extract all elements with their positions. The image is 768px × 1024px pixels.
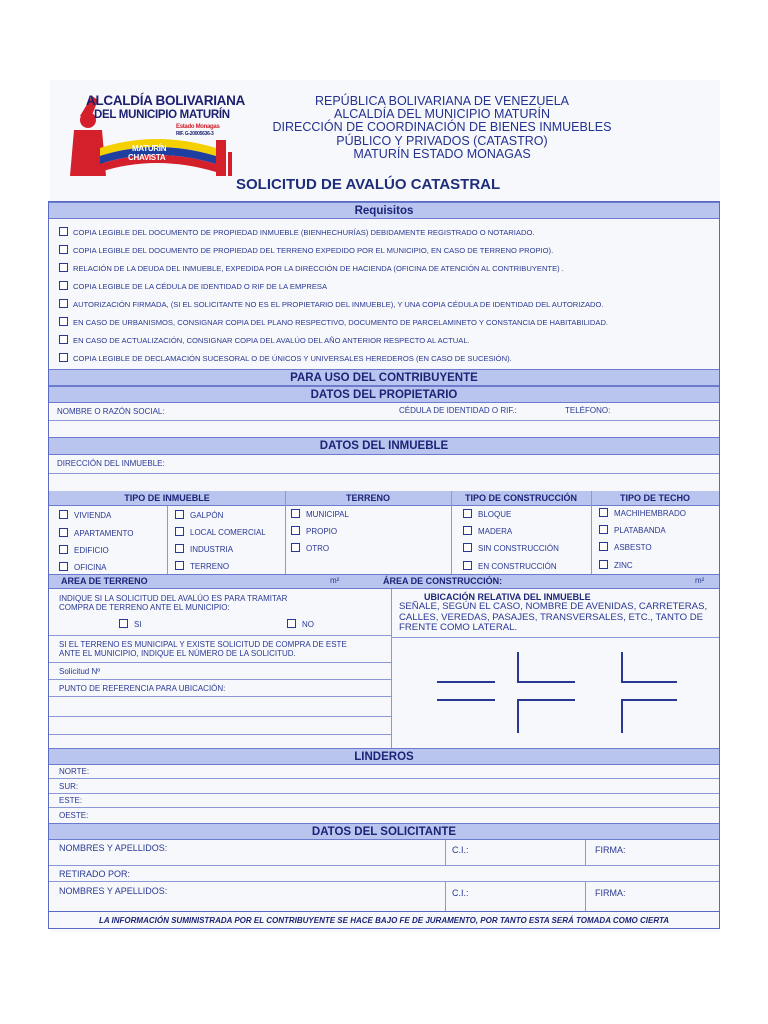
option-madera[interactable] xyxy=(463,526,512,536)
logo-line3: Estado Monagas xyxy=(176,124,220,130)
field-line[interactable] xyxy=(49,778,719,779)
grid-line xyxy=(451,491,452,574)
area-terreno-label: AREA DE TERRENO xyxy=(61,576,148,586)
requisito-label: COPIA LEGIBLE DEL DOCUMENTO DE PROPIEDAD DEL TERRENO EXPEDIDO POR EL MUNICIPIO, EN CASO DE TERRENO PROPIO). xyxy=(73,246,554,255)
retirado-label: RETIRADO POR: xyxy=(59,869,131,879)
requisito-item xyxy=(59,317,608,327)
requisito-label: COPIA LEGIBLE DE DECLAMACIÓN SUCESORAL O DE ÚNICOS Y UNIVERSALES HEREDEROS (EN CASO DE SUCESIÓN). xyxy=(73,354,512,363)
option-checkbox[interactable] xyxy=(599,542,608,551)
option-local-comercial[interactable] xyxy=(175,527,266,537)
footer-declaration: LA INFORMACIÓN SUMINISTRADA POR EL CONTRIBUYENTE SE HACE BAJO FE DE JURAMENTO, POR TANTO ESTA SERÁ TOMADA COMO CIERTA xyxy=(98,916,670,925)
option-municipal[interactable] xyxy=(291,509,349,519)
option-checkbox[interactable] xyxy=(599,508,608,517)
requisito-item xyxy=(59,281,327,291)
option-checkbox[interactable] xyxy=(59,545,68,554)
field-line[interactable] xyxy=(49,734,391,735)
form-frame xyxy=(48,201,720,929)
logo-line1: ALCALDÍA BOLIVARIANA xyxy=(86,93,245,108)
lindero-oeste: OESTE: xyxy=(59,811,89,820)
header-line: DIRECCIÓN DE COORDINACIÓN DE BIENES INMUEBLES xyxy=(272,120,612,135)
direccion-label: DIRECCIÓN DEL INMUEBLE: xyxy=(57,459,165,468)
option-label: SI xyxy=(134,620,142,629)
header-line: MATURÍN ESTADO MONAGAS xyxy=(353,146,531,161)
lindero-norte: NORTE: xyxy=(59,767,90,776)
requisito-checkbox[interactable] xyxy=(59,317,68,326)
m2-unit: m² xyxy=(330,576,340,585)
area-construccion-label: ÁREA DE CONSTRUCCIÓN: xyxy=(383,576,503,586)
field-line[interactable] xyxy=(49,420,719,421)
option-no[interactable] xyxy=(287,619,314,629)
option-asbesto[interactable] xyxy=(599,542,652,552)
requisito-item xyxy=(59,263,564,273)
option-checkbox[interactable] xyxy=(291,543,300,552)
grid-line xyxy=(49,865,719,866)
si-terreno-label: SI EL TERRENO ES MUNICIPAL Y EXISTE SOLICITUD DE COMPRA DE ESTE ANTE EL MUNICIPIO, INDIQUE EL NÚMERO DE LA SOLICITUD. xyxy=(59,640,347,658)
field-line[interactable] xyxy=(49,716,391,717)
requisito-label: EN CASO DE ACTUALIZACIÓN, CONSIGNAR COPIA DEL AVALÚO DEL AÑO ANTERIOR RESPECTO AL ACTUAL. xyxy=(73,336,470,345)
option-otro[interactable] xyxy=(291,543,329,553)
requisito-label: EN CASO DE URBANISMOS, CONSIGNAR COPIA DEL PLANO RESPECTIVO, DOCUMENTO DE PARCELAMINETO Y CONSTANCIA DE HABITABILIDAD. xyxy=(73,318,609,327)
requisito-checkbox[interactable] xyxy=(59,227,68,236)
ci-label-2: C.I.: xyxy=(452,888,469,898)
techo-header: TIPO DE TECHO xyxy=(591,491,719,506)
option-checkbox[interactable] xyxy=(463,509,472,518)
grid-line xyxy=(591,491,592,574)
option-label: EN CONSTRUCCIÓN xyxy=(478,562,557,571)
requisito-checkbox[interactable] xyxy=(59,263,68,272)
requisito-item xyxy=(59,299,604,309)
linderos-header: LINDEROS xyxy=(49,748,719,765)
lindero-este: ESTE: xyxy=(59,796,83,805)
grid-line xyxy=(49,911,719,912)
nombre-label: NOMBRE O RAZÓN SOCIAL: xyxy=(57,407,165,416)
grid-line xyxy=(167,506,168,574)
requisito-item xyxy=(59,245,553,255)
header-line: PÚBLICO Y PRIVADOS (CATASTRO) xyxy=(336,133,548,148)
requisito-label: AUTORIZACIÓN FIRMADA, (SI EL SOLICITANTE NO ES EL PROPIETARIO DEL INMUEBLE), Y UNA COPIA CÉDULA DE IDENTIDAD DEL AUTORIZADO. xyxy=(73,300,604,309)
option-label: PROPIO xyxy=(306,527,338,536)
solicitante-header: DATOS DEL SOLICITANTE xyxy=(49,823,719,840)
institution-header xyxy=(232,95,652,161)
ubicacion-text: SEÑALE, SEGÚN EL CASO, NOMBRE DE AVENIDAS, CARRETERAS, CALLES, VEREDAS, PASAJES, TRANSVERSALES, ETC., TANTO DE FRENTE COMO LATERAL. xyxy=(399,601,708,633)
option-label: TERRENO xyxy=(190,562,230,571)
option-label: MUNICIPAL xyxy=(306,510,349,519)
option-checkbox[interactable] xyxy=(175,510,184,519)
option-label: SIN CONSTRUCCIÓN xyxy=(478,544,559,553)
grid-line xyxy=(391,637,719,638)
indique-label: INDIQUE SI LA SOLICITUD DEL AVALÚO ES PARA TRAMITAR COMPRA DE TERRENO ANTE EL MUNICIPIO: xyxy=(59,594,288,612)
ubicacion-title: UBICACIÓN RELATIVA DEL INMUEBLE xyxy=(424,592,591,602)
ci-label: C.I.: xyxy=(452,845,469,855)
option-label: ZINC xyxy=(614,561,633,570)
document-title: SOLICITUD DE AVALÚO CATASTRAL xyxy=(236,176,501,193)
nombres-label-2: NOMBRES Y APELLIDOS: xyxy=(59,886,168,896)
option-checkbox[interactable] xyxy=(59,510,68,519)
option-label: ASBESTO xyxy=(614,543,652,552)
requisito-label: COPIA LEGIBLE DEL DOCUMENTO DE PROPIEDAD INMUEBLE (BIENHECHURÍAS) DEBIDAMENTE REGISTRADO O NOTARIADO. xyxy=(73,228,535,237)
option-checkbox[interactable] xyxy=(119,619,128,628)
option-label: OFICINA xyxy=(74,563,107,572)
grid-line xyxy=(49,635,391,636)
logo-line2: DEL MUNICIPIO MATURÍN xyxy=(94,109,230,121)
header-line: ALCALDÍA DEL MUNICIPIO MATURÍN xyxy=(333,107,550,122)
option-checkbox[interactable] xyxy=(599,560,608,569)
option-label: NO xyxy=(302,620,314,629)
tipo-inmueble-header: TIPO DE INMUEBLE xyxy=(49,491,285,506)
option-label: BLOQUE xyxy=(478,510,512,519)
grid-line xyxy=(445,881,446,911)
field-line[interactable] xyxy=(49,473,719,474)
option-label: MACHIHEMBRADO xyxy=(614,509,687,518)
option-machihembrado[interactable] xyxy=(599,508,686,518)
field-line[interactable] xyxy=(49,696,391,697)
field-line[interactable] xyxy=(49,793,719,794)
option-terreno[interactable] xyxy=(175,561,229,571)
firma-label: FIRMA: xyxy=(595,845,626,855)
firma-label-2: FIRMA: xyxy=(595,888,626,898)
terreno-header: TERRENO xyxy=(285,491,451,506)
option-checkbox[interactable] xyxy=(463,561,472,570)
cedula-label: CÉDULA DE IDENTIDAD O RIF.: xyxy=(399,406,517,415)
requisito-checkbox[interactable] xyxy=(59,353,68,362)
logo-line4: RIF. G-20005636-3 xyxy=(176,131,214,137)
option-label: EDIFICIO xyxy=(74,546,109,555)
grid-line xyxy=(585,881,586,911)
option-platabanda[interactable] xyxy=(599,525,666,535)
option-label: MADERA xyxy=(478,527,513,536)
contribuyente-header: PARA USO DEL CONTRIBUYENTE xyxy=(49,369,719,386)
field-line[interactable] xyxy=(49,679,391,680)
telefono-label: TELÉFONO: xyxy=(565,406,611,415)
option-checkbox[interactable] xyxy=(287,619,296,628)
option-label: OTRO xyxy=(306,544,330,553)
requisito-item xyxy=(59,353,512,363)
option-edificio[interactable] xyxy=(59,545,109,555)
option-label: LOCAL COMERCIAL xyxy=(190,528,266,537)
option-vivienda[interactable] xyxy=(59,510,111,520)
punto-label: PUNTO DE REFERENCIA PARA UBICACIÓN: xyxy=(59,684,226,693)
option-industria[interactable] xyxy=(175,544,233,554)
option-en-construccion[interactable] xyxy=(463,561,557,571)
requisito-label: COPIA LEGIBLE DE LA CÉDULA DE IDENTIDAD O RIF DE LA EMPRESA xyxy=(73,282,328,291)
grid-line xyxy=(285,491,286,574)
option-checkbox[interactable] xyxy=(175,561,184,570)
option-oficina[interactable] xyxy=(59,562,106,572)
solicitud-label: Solicitud Nº xyxy=(59,667,101,676)
alcaldia-logo xyxy=(66,90,246,186)
option-checkbox[interactable] xyxy=(463,543,472,552)
option-checkbox[interactable] xyxy=(291,526,300,535)
option-bloque[interactable] xyxy=(463,509,511,519)
grid-line xyxy=(391,589,392,752)
field-line[interactable] xyxy=(49,807,719,808)
option-checkbox[interactable] xyxy=(175,527,184,536)
construccion-header: TIPO DE CONSTRUCCIÓN xyxy=(451,491,591,506)
option-checkbox[interactable] xyxy=(59,562,68,571)
requisito-checkbox[interactable] xyxy=(59,299,68,308)
logo-badge1: MATURÍN xyxy=(132,144,167,153)
requisito-checkbox[interactable] xyxy=(59,245,68,254)
option-galpon[interactable] xyxy=(175,510,223,520)
requisitos-header: Requisitos xyxy=(49,202,719,219)
option-label: APARTAMENTO xyxy=(74,529,134,538)
m2-unit: m² xyxy=(695,576,705,585)
option-sin-construccion[interactable] xyxy=(463,543,559,553)
option-label: INDUSTRIA xyxy=(190,545,234,554)
option-propio[interactable] xyxy=(291,526,337,536)
option-checkbox[interactable] xyxy=(463,526,472,535)
option-checkbox[interactable] xyxy=(291,509,300,518)
option-si[interactable] xyxy=(119,619,142,629)
option-checkbox[interactable] xyxy=(599,525,608,534)
logo-badge2: CHAVISTA xyxy=(128,153,166,162)
option-zinc[interactable] xyxy=(599,560,633,570)
option-label: PLATABANDA xyxy=(614,526,666,535)
requisito-checkbox[interactable] xyxy=(59,335,68,344)
inmueble-header: DATOS DEL INMUEBLE xyxy=(49,437,719,455)
grid-line xyxy=(49,662,391,663)
option-label: VIVIENDA xyxy=(74,511,112,520)
requisito-item xyxy=(59,227,534,237)
option-apartamento[interactable] xyxy=(59,528,133,538)
option-checkbox[interactable] xyxy=(175,544,184,553)
header-line: REPÚBLICA BOLIVARIANA DE VENEZUELA xyxy=(314,94,570,108)
requisito-item xyxy=(59,335,470,345)
option-label: GALPÓN xyxy=(190,511,224,520)
grid-line xyxy=(585,840,586,865)
requisito-label: RELACIÓN DE LA DEUDA DEL INMUEBLE, EXPEDIDA POR LA DIRECCIÓN DE HACIENDA (OFICINA DE ATENCIÓN AL CONTRIBUYENTE) . xyxy=(73,264,564,273)
nombres-label: NOMBRES Y APELLIDOS: xyxy=(59,843,168,853)
requisito-checkbox[interactable] xyxy=(59,281,68,290)
grid-line xyxy=(445,840,446,865)
lindero-sur: SUR: xyxy=(59,782,79,791)
grid-line xyxy=(49,881,719,882)
propietario-header: DATOS DEL PROPIETARIO xyxy=(49,386,719,403)
option-checkbox[interactable] xyxy=(59,528,68,537)
